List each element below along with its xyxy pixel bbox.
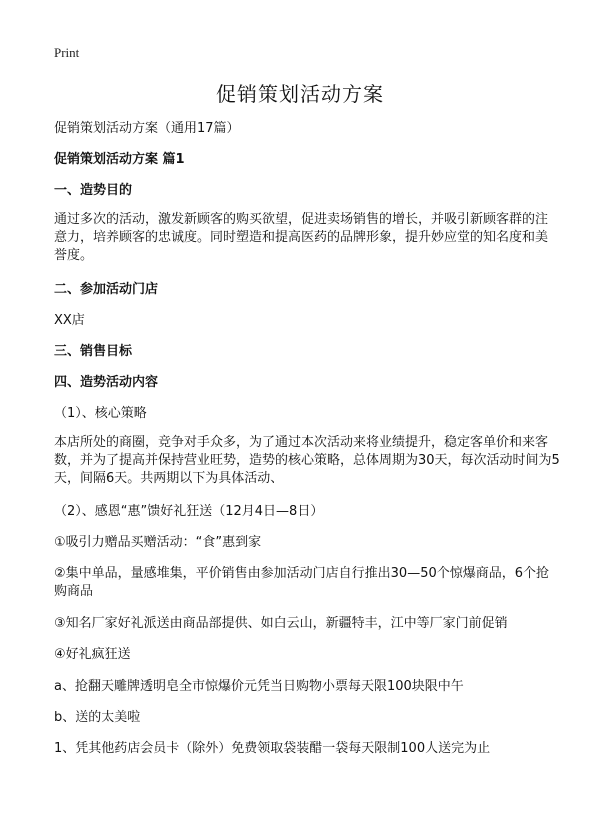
section-body-2: XX店 xyxy=(54,313,85,328)
section-heading-4: 四、造势活动内容 xyxy=(54,375,159,390)
sub-item-1: 1、凭其他药店会员卡（除外）免费领取袋装醋一袋每天限制100人送完为止 xyxy=(54,741,491,756)
point-1: ①吸引力赠品买赠活动：“食”惠到家 xyxy=(54,535,262,550)
section-heading-1: 一、造势目的 xyxy=(54,183,133,198)
point-2: ②集中单品，量感堆集，平价销售由参加活动门店自行推出30—50个惊爆商品，6个抢购商品 xyxy=(54,566,550,599)
section-heading-2: 二、参加活动门店 xyxy=(54,282,159,297)
sub-item-b: b、送的太美啦 xyxy=(54,710,141,725)
sub-item-a: a、抢翻天雕牌透明皂全市惊爆价元凭当日购物小票每天限100块限中午 xyxy=(54,679,464,694)
document-title: 促销策划活动方案 xyxy=(216,82,384,106)
item-heading-1: （1）、核心策略 xyxy=(54,406,147,421)
item-heading-2: （2）、感恩“惠”馈好礼狂送（12月4日—8日） xyxy=(54,504,324,519)
point-3: ③知名厂家好礼派送由商品部提供、如白云山，新疆特丰，江中等厂家门前促销 xyxy=(54,616,508,631)
section-heading-3: 三、销售目标 xyxy=(54,344,133,359)
print-label: Print xyxy=(54,45,80,60)
point-4: ④好礼疯狂送 xyxy=(54,647,131,662)
document-subtitle: 促销策划活动方案（通用17篇） xyxy=(54,121,240,136)
item-body-1: 本店所处的商圈，竞争对手众多，为了通过本次活动来将业绩提升，稳定客单价和来客数，并为了提高并保持营业旺势，造势的核心策略，总体周期为30天，每次活动时间为5天，间隔6天。共两期以下为具体活动、 xyxy=(54,435,560,486)
article-heading: 促销策划活动方案 篇1 xyxy=(54,152,185,167)
section-body-1: 通过多次的活动，激发新顾客的购买欲望，促进卖场销售的增长，并吸引新顾客群的注意力，培养顾客的忠诚度。同时塑造和提高医药的品牌形象，提升妙应堂的知名度和美誉度。 xyxy=(54,212,549,263)
